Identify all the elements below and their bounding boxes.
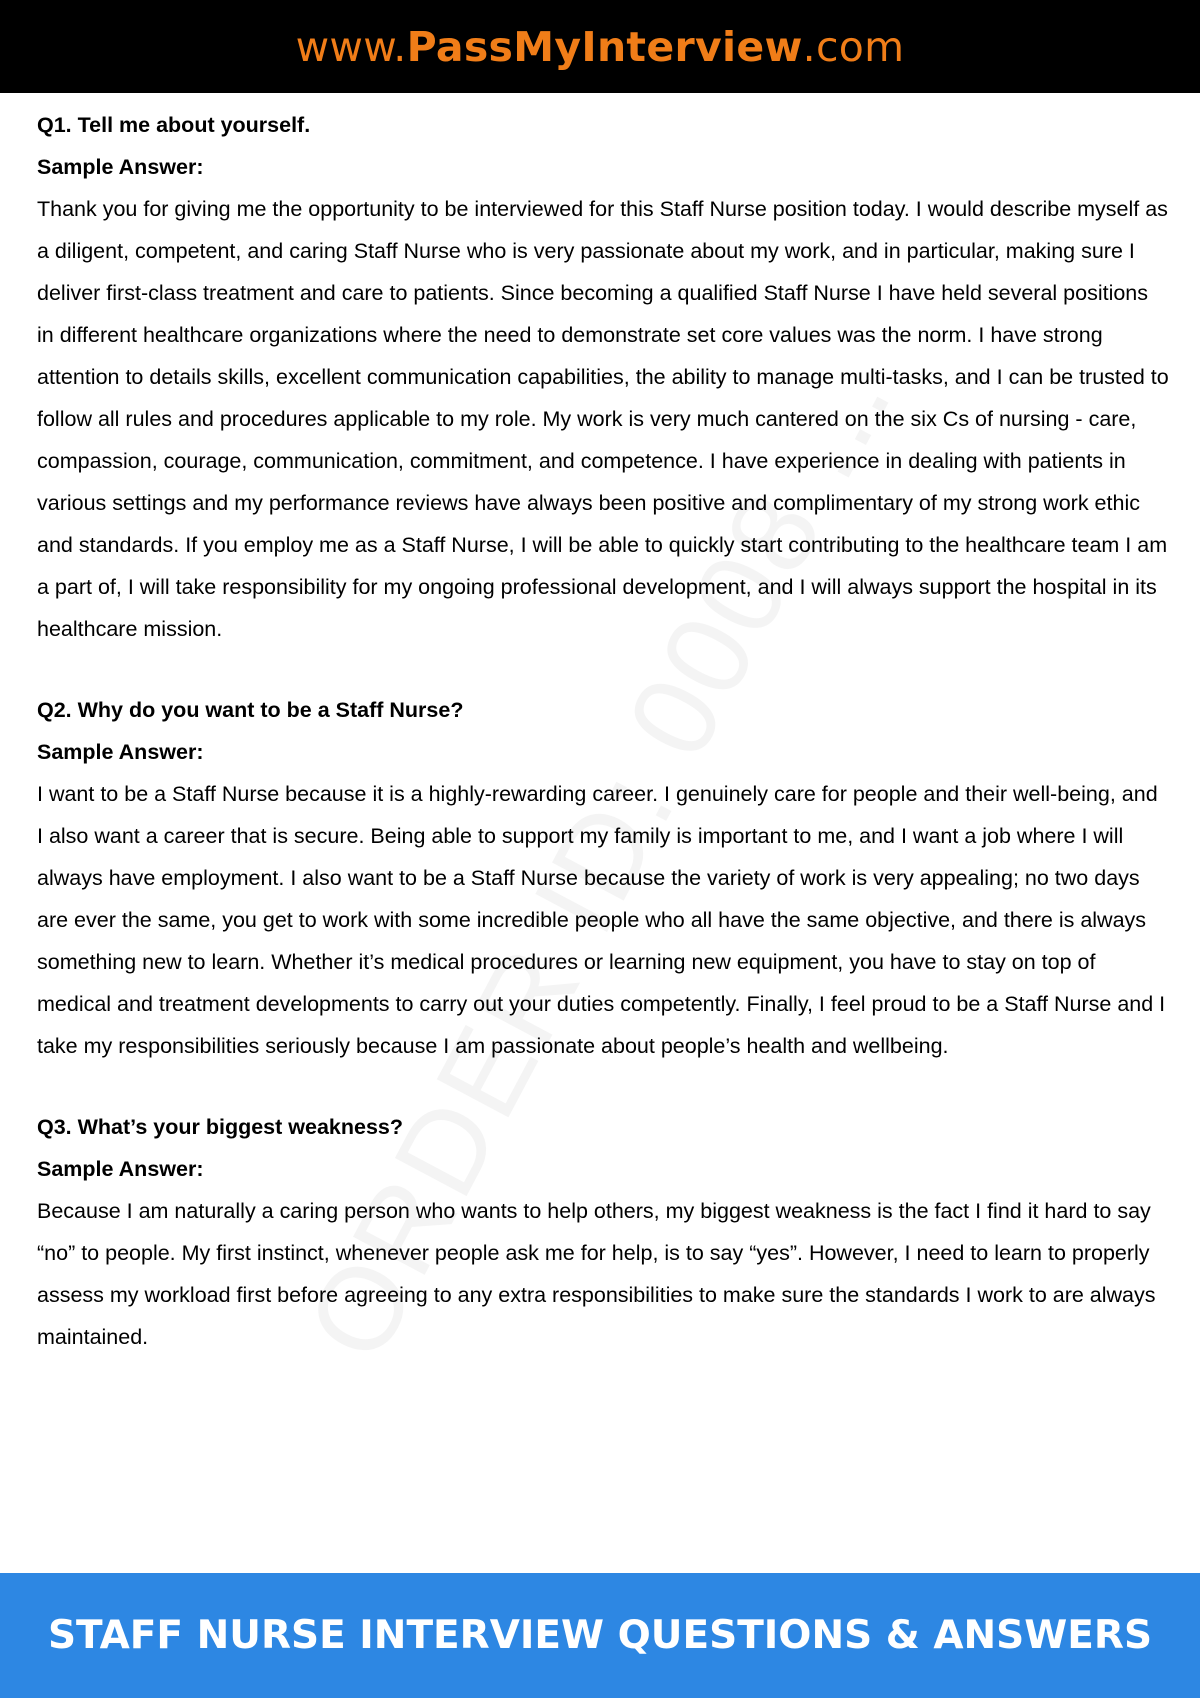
url-brand: PassMyInterview <box>406 22 803 71</box>
footer-banner <box>0 1573 1200 1698</box>
document-body <box>37 104 1169 1397</box>
answer-text-2: I want to be a Staff Nurse because it is a highly-rewarding career. I genuinely care for people and their well-being, and I also want a career that is secure. Being able to support my family is important to me, and I want a job where I will always have employment. I also want to be a Staff Nurse because the variety of work is very appealing; no two days are ever the same, you get to work with some incredible people who all have the same objective, and there is always something new to learn. Whether it’s medical procedures or learning new equipment, you have to stay on top of medical and treatment developments to carry out your duties competently. Finally, I feel proud to be a Staff Nurse and I take my responsibilities seriously because I am passionate about people’s health and wellbeing. <box>37 782 1166 1058</box>
url-prefix: www. <box>295 22 407 71</box>
answer-label-1: Sample Answer: <box>37 155 204 179</box>
answer-text-3: Because I am naturally a caring person who wants to help others, my biggest weakness is the fact I find it hard to say “no” to people. My first instinct, whenever people ask me for help, is to say “yes”. However, I need to learn to properly assess my workload first before agreeing to any extra responsibilities to make sure the standards I work to are always maintained. <box>37 1199 1156 1349</box>
answer-text-1: Thank you for giving me the opportunity to be interviewed for this Staff Nurse position today. I would describe myself as a diligent, competent, and caring Staff Nurse who is very passionate about my work, and in particular, making sure I deliver first-class treatment and care to patients. Since becoming a qualified Staff Nurse I have held several positions in different healthcare organizations where the need to demonstrate set core values was the norm. I have strong attention to details skills, excellent communication capabilities, the ability to manage multi-tasks, and I can be trusted to follow all rules and procedures applicable to my role. My work is very much cantered on the six Cs of nursing - care, compassion, courage, communication, commitment, and competence. I have experience in dealing with patients in various settings and my performance reviews have always been positive and complimentary of my strong work ethic and standards. If you employ me as a Staff Nurse, I will be able to quickly start contributing to the healthcare team I am a part of, I will take responsibility for my ongoing professional development, and I will always support the hospital in its healthcare mission. <box>37 197 1169 641</box>
qa-item-2 <box>37 689 1169 1067</box>
question-2: Q2. Why do you want to be a Staff Nurse? <box>37 698 464 722</box>
footer-title: STAFF NURSE INTERVIEW QUESTIONS & ANSWERS <box>47 1613 1153 1658</box>
answer-label-2: Sample Answer: <box>37 740 204 764</box>
qa-item-1 <box>37 104 1169 650</box>
url-suffix: .com <box>802 22 905 71</box>
header-banner <box>0 0 1200 93</box>
qa-item-3 <box>37 1106 1169 1358</box>
answer-label-3: Sample Answer: <box>37 1157 204 1181</box>
site-url[interactable] <box>296 23 905 71</box>
question-1: Q1. Tell me about yourself. <box>37 113 311 137</box>
question-3: Q3. What’s your biggest weakness? <box>37 1115 403 1139</box>
